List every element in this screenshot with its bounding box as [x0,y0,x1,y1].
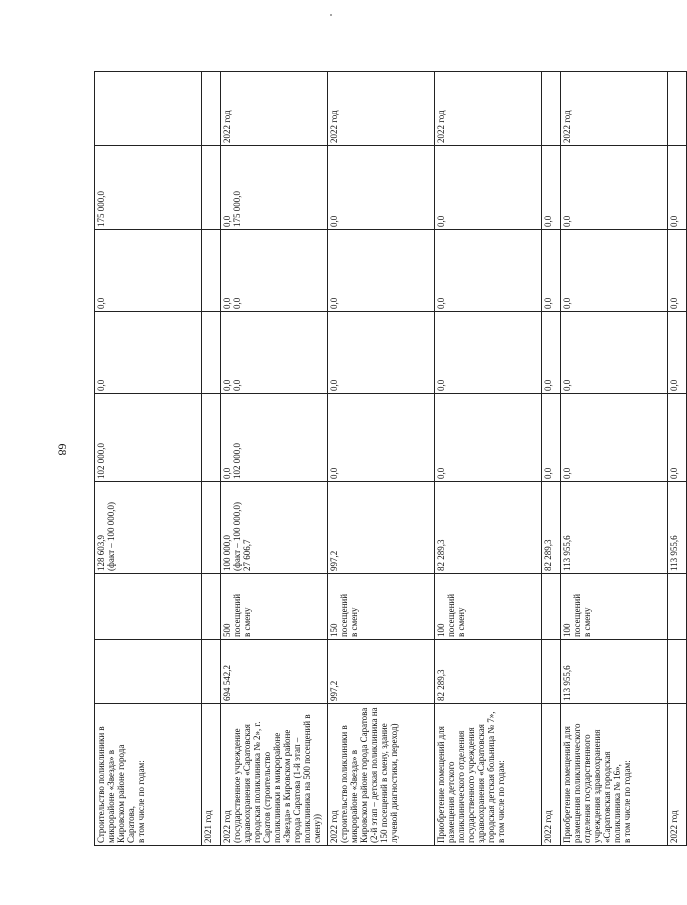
amount-2-cell: 102 000,0 [95,394,202,482]
amount-5-cell: 175 000,0 [95,146,202,230]
amount-1-cell: 113 955,6 [668,482,687,574]
object-name-cell: 2022 год (государственное учреждение здравоохранения «Саратовская городская поликлиника № 2», г. Саратов (строительство поликлиники в микрорайоне «Звезда» в Кировском районе города Саратова (1-й этап – поликлиника на 500 посещений в смену)) [221,704,328,846]
investment-objects-table [94,71,687,846]
amount-1-cell: 82 289,3 [435,482,542,574]
amount-5-cell: 0,0 [328,146,435,230]
amount-2-cell [202,394,221,482]
capacity-cell: 500 посещений в смену [221,574,328,640]
rotated-table-container [94,72,679,846]
capacity-cell [202,574,221,640]
capacity-cell: 100 посещений в смену [561,574,668,640]
amount-4-cell: 0,0 [542,230,561,312]
amount-2-cell: 0,0 [328,394,435,482]
amount-2-cell: 0,0 [561,394,668,482]
object-name-cell: Приобретение помещений для размещения поликлинического отделения государственного учреждения здравоохранения «Саратовская городская поликлиника № 16», в том числе по годам: [561,704,668,846]
object-name-cell: 2022 год [542,704,561,846]
amount-4-cell: 0,0 [668,230,687,312]
scan-speck [330,14,332,16]
table-row [435,72,542,846]
object-name-cell: 2022 год (строительство поликлиники в микрорайоне «Звезда» в Кировском районе города Саратова (2-й этап – детская поликлиника на 150 посещений в смену, здание лучевой диагностики, переход) [328,704,435,846]
amount-1-cell: 128 603,9 (факт – 100 000,0) [95,482,202,574]
object-name-cell: Строительство поликлиники в микрорайоне «Звезда» в Кировском районе города Саратова, в том числе по годам: [95,704,202,846]
amount-5-cell: 0,0 175 000,0 [221,146,328,230]
capacity-cell [95,574,202,640]
amount-3-cell: 0,0 [328,312,435,394]
amount-5-cell: 0,0 [542,146,561,230]
year-cell [95,72,202,146]
amount-3-cell: 0,0 [561,312,668,394]
amount-3-cell: 0,0 [95,312,202,394]
object-name-cell: Приобретение помещений для размещения детского поликлинического отделения государственного учреждения здравоохранения «Саратовская городская детская больница № 7», в том числе по годам: [435,704,542,846]
table-row [542,72,561,846]
amount-2-cell: 0,0 [668,394,687,482]
total-cost-cell [202,640,221,704]
year-cell [668,72,687,146]
amount-3-cell [202,312,221,394]
year-cell: 2022 год [328,72,435,146]
year-cell: 2022 год [561,72,668,146]
capacity-cell [542,574,561,640]
amount-4-cell: 0,0 0,0 [221,230,328,312]
amount-4-cell: 0,0 [561,230,668,312]
amount-4-cell: 0,0 [95,230,202,312]
amount-1-cell: 100 000,0 (факт – 100 000,0) 27 606,7 [221,482,328,574]
total-cost-cell: 82 289,3 [435,640,542,704]
table-row [561,72,668,846]
object-name-cell: 2021 год [202,704,221,846]
amount-5-cell: 0,0 [561,146,668,230]
amount-3-cell: 0,0 [542,312,561,394]
amount-1-cell: 113 955,6 [561,482,668,574]
capacity-cell: 150 посещений в смену [328,574,435,640]
year-cell [202,72,221,146]
amount-1-cell: 997,2 [328,482,435,574]
total-cost-cell [542,640,561,704]
amount-3-cell: 0,0 [435,312,542,394]
capacity-cell [668,574,687,640]
amount-1-cell: 82 289,3 [542,482,561,574]
amount-2-cell: 0,0 102 000,0 [221,394,328,482]
year-cell: 2022 год [221,72,328,146]
year-cell [542,72,561,146]
object-name-cell: 2022 год [668,704,687,846]
year-cell: 2022 год [435,72,542,146]
amount-5-cell: 0,0 [668,146,687,230]
total-cost-cell [668,640,687,704]
total-cost-cell: 113 955,6 [561,640,668,704]
amount-2-cell: 0,0 [542,394,561,482]
table-row [202,72,221,846]
table-row [221,72,328,846]
capacity-cell: 100 посещений в смену [435,574,542,640]
table-row [668,72,687,846]
table-row [328,72,435,846]
total-cost-cell: 694 542,2 [221,640,328,704]
amount-4-cell: 0,0 [328,230,435,312]
total-cost-cell [95,640,202,704]
amount-5-cell: 0,0 [435,146,542,230]
amount-3-cell: 0,0 0,0 [221,312,328,394]
amount-4-cell [202,230,221,312]
amount-5-cell [202,146,221,230]
amount-3-cell: 0,0 [668,312,687,394]
table-row [95,72,202,846]
total-cost-cell: 997,2 [328,640,435,704]
page-number: 68 [55,443,70,456]
amount-4-cell: 0,0 [435,230,542,312]
amount-1-cell [202,482,221,574]
amount-2-cell: 0,0 [435,394,542,482]
